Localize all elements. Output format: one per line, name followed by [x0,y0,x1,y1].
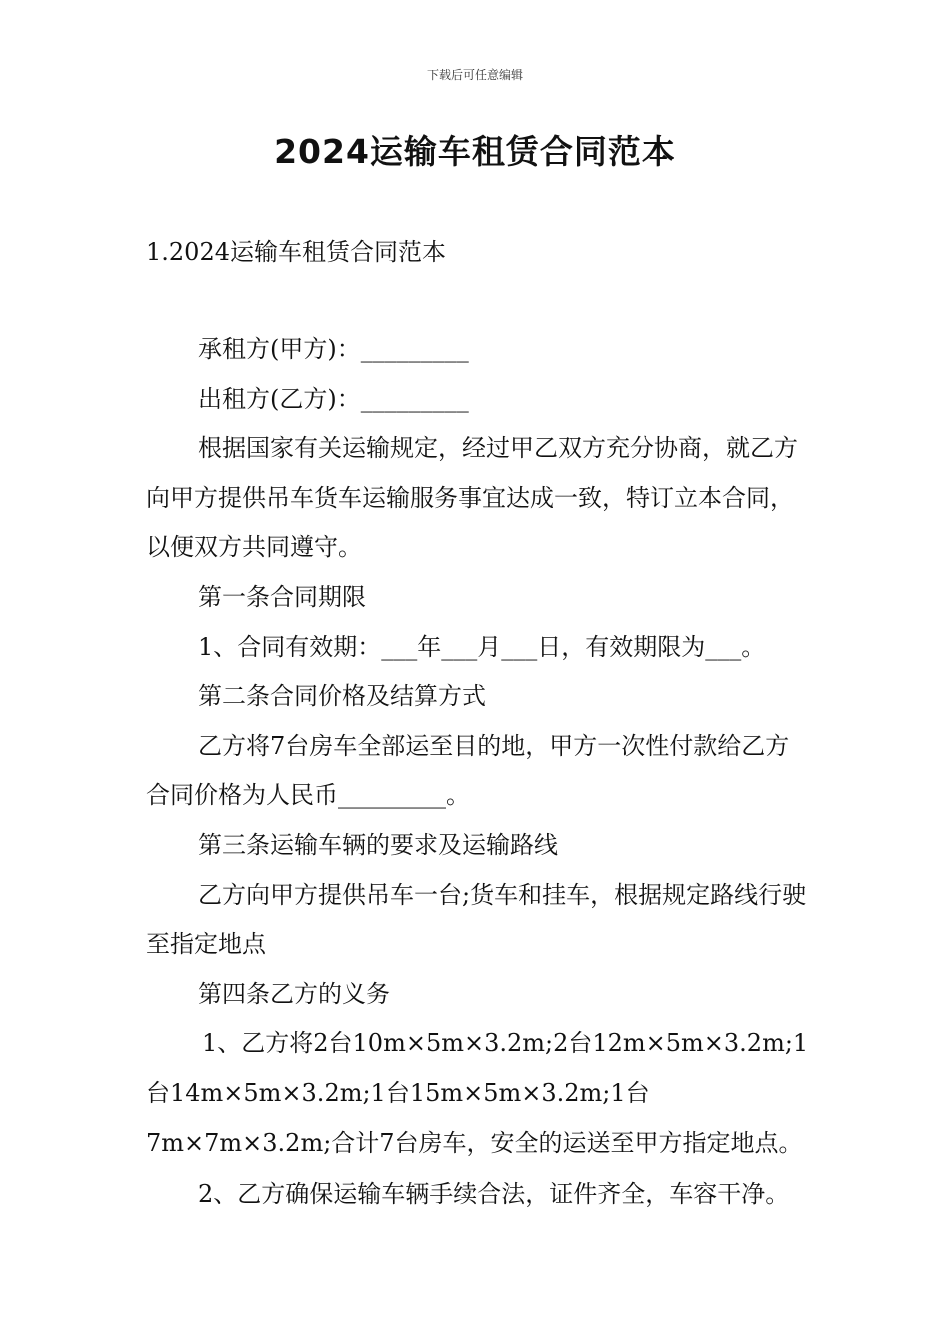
lessee-line: 承租方(甲方)：_________ [198,335,469,363]
download-note: 下载后可任意编辑 [426,68,523,82]
lessor-line: 出租方(乙方)：_________ [198,384,469,413]
article-4-clause-1: 1、乙方将2台10m×5m×3.2m;2台12m×5m×3.2m;1台14m×5m×3.2m;1台15m×5m×3.2m;1台7m×7m×3.2m;合计7台房车，安全的运送至甲方指定地点。 [146,1029,809,1157]
document-title: 2024运输车租赁合同范本 [274,132,676,171]
article-2-heading: 第二条合同价格及结算方式 [198,682,486,711]
article-4-clause-2: 2、乙方确保运输车辆手续合法，证件齐全，车容干净。 [198,1180,790,1209]
document-subtitle: 1.2024运输车租赁合同范本 [146,238,446,266]
article-3-paragraph: 乙方向甲方提供吊车一台;货车和挂车，根据规定路线行驶至指定地点 [146,880,807,959]
article-3-heading: 第三条运输车辆的要求及运输路线 [198,830,558,859]
article-1-heading: 第一条合同期限 [198,582,366,611]
article-4-heading: 第四条乙方的义务 [198,979,390,1008]
contract-body [146,325,810,1220]
preamble-paragraph: 根据国家有关运输规定，经过甲乙双方充分协商，就乙方向甲方提供吊车货车运输服务事宜达成一致，特订立本合同，以便双方共同遵守。 [146,434,798,562]
article-2-paragraph: 乙方将7台房车全部运至目的地，甲方一次性付款给乙方合同价格为人民币_________。 [146,731,790,810]
article-1-clause-1: 1、合同有效期：___年___月___日，有效期限为___。 [198,632,766,661]
